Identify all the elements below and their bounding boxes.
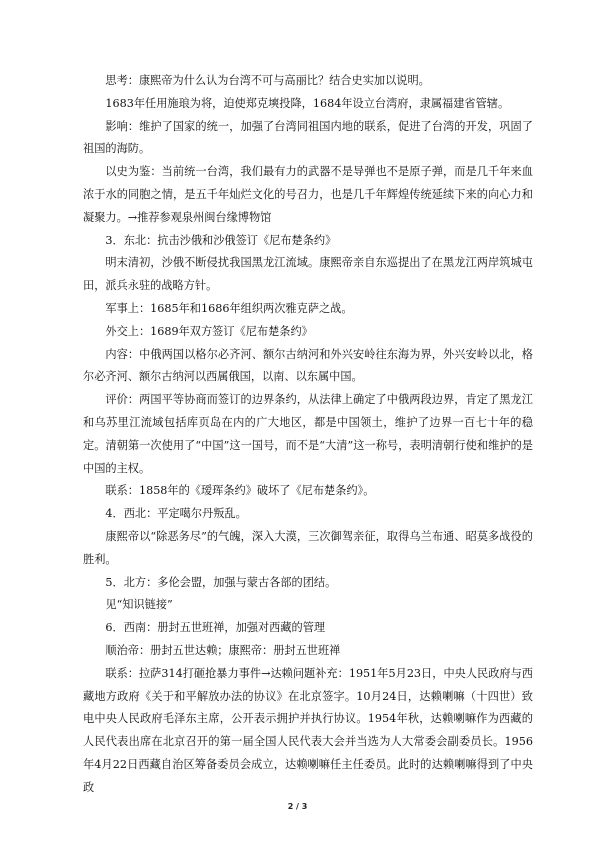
heading-southwest: 6．西南：册封五世班禅，加强对西藏的管理: [105, 621, 326, 635]
paragraph-see-link: 见“知识链接”: [105, 598, 173, 612]
paragraph-ming-qing: 明末清初，沙俄不断侵扰我国黑龙江流域。康熙帝亲自东巡提出了在黑龙江两岸筑城屯田，派兵永驻的战略方针。: [83, 256, 533, 293]
paragraph-military: 军事上：1685年和1686年组织两次雅克萨之战。: [105, 301, 353, 315]
paragraph-diplomacy: 外交上：1689年双方签订《尼布楚条约》: [105, 324, 313, 338]
paragraph-connection-tibet: 联系：拉萨314打砸抢暴力事件→达赖问题补充：1951年5月23日，中央人民政府与西藏地方政府《关于和平解放办法的协议》在北京签字。10月24日，达赖喇嘛（十四世）致电中央人民政府毛泽东主席，公开表示拥护并执行协议。1954年秋，达赖喇嘛作为西藏的人民代表出席在北京召开的第一届全国人民代表大会并当选为人大常委会副委员长。1956年4月22日西藏自治区筹备委员会成立，达赖喇嘛任主任委员。此时的达赖喇嘛得到了中央政: [83, 666, 533, 794]
paragraph-think-question: 思考：康熙帝为什么认为台湾不可与高丽比？结合史实加以说明。: [105, 74, 430, 87]
paragraph-shunzhi-kangxi: 顺治帝：册封五世达赖；康熙帝：册封五世班禅: [105, 643, 341, 657]
paragraph-influence: 影响：维护了国家的统一，加强了台湾同祖国内地的联系，促进了台湾的开发，巩固了祖国的海防。: [83, 119, 533, 156]
document-body: [83, 70, 533, 800]
heading-northeast: 3．东北：抗击沙俄和沙俄签订《尼布楚条约》: [105, 233, 337, 247]
heading-northwest: 4．西北：平定噶尔丹叛乱。: [105, 507, 247, 521]
page-number: 2 / 3: [287, 802, 308, 811]
heading-north: 5．北方：多伦会盟，加强与蒙古各部的团结。: [105, 575, 337, 589]
paragraph-lesson: 以史为鉴：当前统一台湾，我们最有力的武器不是导弹也不是原子弹，而是几千年来血浓于水的同胞之情，是五千年灿烂文化的号召力，也是几千年辉煌传统延续下来的向心力和凝聚力。→推荐参观泉州闽台缘博物馆: [83, 165, 533, 224]
paragraph-evaluation: 评价：两国平等协商而签订的边界条约，从法律上确定了中俄两段边界，肯定了黑龙江和乌苏里江流域包括库页岛在内的广大地区，都是中国领土，维护了边界一百七十年的稳定。清朝第一次使用了“中国”这一国号，而不是“大清”这一称号，表明清朝行使和维护的是中国的主权。: [83, 393, 533, 475]
paragraph-kangxi-campaigns: 康熙帝以“除恶务尽”的气魄，深入大漠，三次御驾亲征，取得乌兰布通、昭莫多战役的胜利。: [83, 529, 533, 566]
paragraph-aigun-treaty: 联系：1858年的《瑷珲条约》破坏了《尼布楚条约》。: [105, 484, 375, 498]
paragraph-content: 内容：中俄两国以格尔必齐河、额尔古纳河和外兴安岭往东海为界，外兴安岭以北，格尔必齐河、额尔古纳河以西属俄国，以南、以东属中国。: [83, 347, 533, 384]
paragraph-taiwan-1683: 1683年任用施琅为将，迫使郑克塽投降，1684年设立台湾府，隶属福建省管辖。: [105, 96, 510, 110]
